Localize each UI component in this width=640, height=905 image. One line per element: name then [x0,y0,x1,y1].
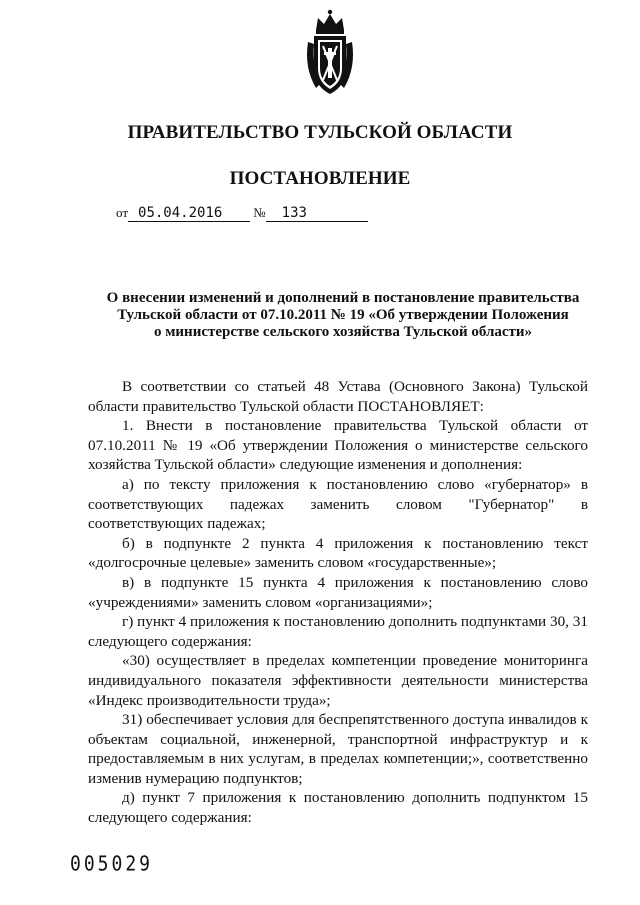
tula-coat-of-arms-icon [302,8,358,96]
body-paragraph: д) пункт 7 приложения к постановлению дополнить подпунктом 15 следующего содержания: [88,789,588,827]
body-paragraph: 1. Внести в постановление правительства Тульской области от 07.10.2011 № 19 «Об утверждении Положения о министерстве сельского хозяйства Тульской области» следующие изменения и дополнения: [88,417,588,474]
heading-line: о министерстве сельского хозяйства Тульской области» [153,324,533,340]
organization-title: ПРАВИТЕЛЬСТВО ТУЛЬСКОЙ ОБЛАСТИ [127,122,513,143]
heading-line: О внесении изменений и дополнений в постановление правительства [106,290,580,306]
body-paragraph: В соответствии со статьей 48 Устава (Основного Закона) Тульской области правительство Тульской области ПОСТАНОВЛЯЕТ: [88,378,588,415]
body-paragraph: б) в подпункте 2 пункта 4 приложения к постановлению текст «долгосрочные целевые» заменить словом «государственные»; [88,534,588,572]
date-value: 05.04.2016 [128,205,250,222]
number-label: № [253,205,266,220]
document-type: ПОСТАНОВЛЕНИЕ [229,168,411,189]
body-paragraph: в) в подпункте 15 пункта 4 приложения к постановлению слово «учреждениями» заменить словом «организациями»; [88,573,588,611]
body-paragraph: г) пункт 4 приложения к постановлению дополнить подпунктами 30, 31 следующего содержания: [88,613,588,650]
serial-number: 005029 [70,852,154,877]
registration-line [116,205,368,222]
body-paragraph: «30) осуществляет в пределах компетенции проведение мониторинга индивидуального показателя эффективности деятельности министерства «Индекс производительности труда»; [88,652,588,709]
body-paragraph: а) по тексту приложения к постановлению слово «губернатор» в соответствующих падежах заменить словом "Губернатор" в соответствующих падежах; [88,475,588,533]
heading-line: Тульской области от 07.10.2011 № 19 «Об утверждении Положения [117,307,569,323]
body-paragraph: 31) обеспечивает условия для беспрепятственного доступа инвалидов к объектам социальной, инженерной, транспортной инфраструктур и к предоставляемым в них услугам, в пределах компетенции;», соответственно изменив нумерацию подпунктов; [88,711,588,787]
number-value: 133 [266,205,368,222]
document-heading [98,290,588,341]
date-label: от [116,205,129,220]
document-body [88,377,588,828]
